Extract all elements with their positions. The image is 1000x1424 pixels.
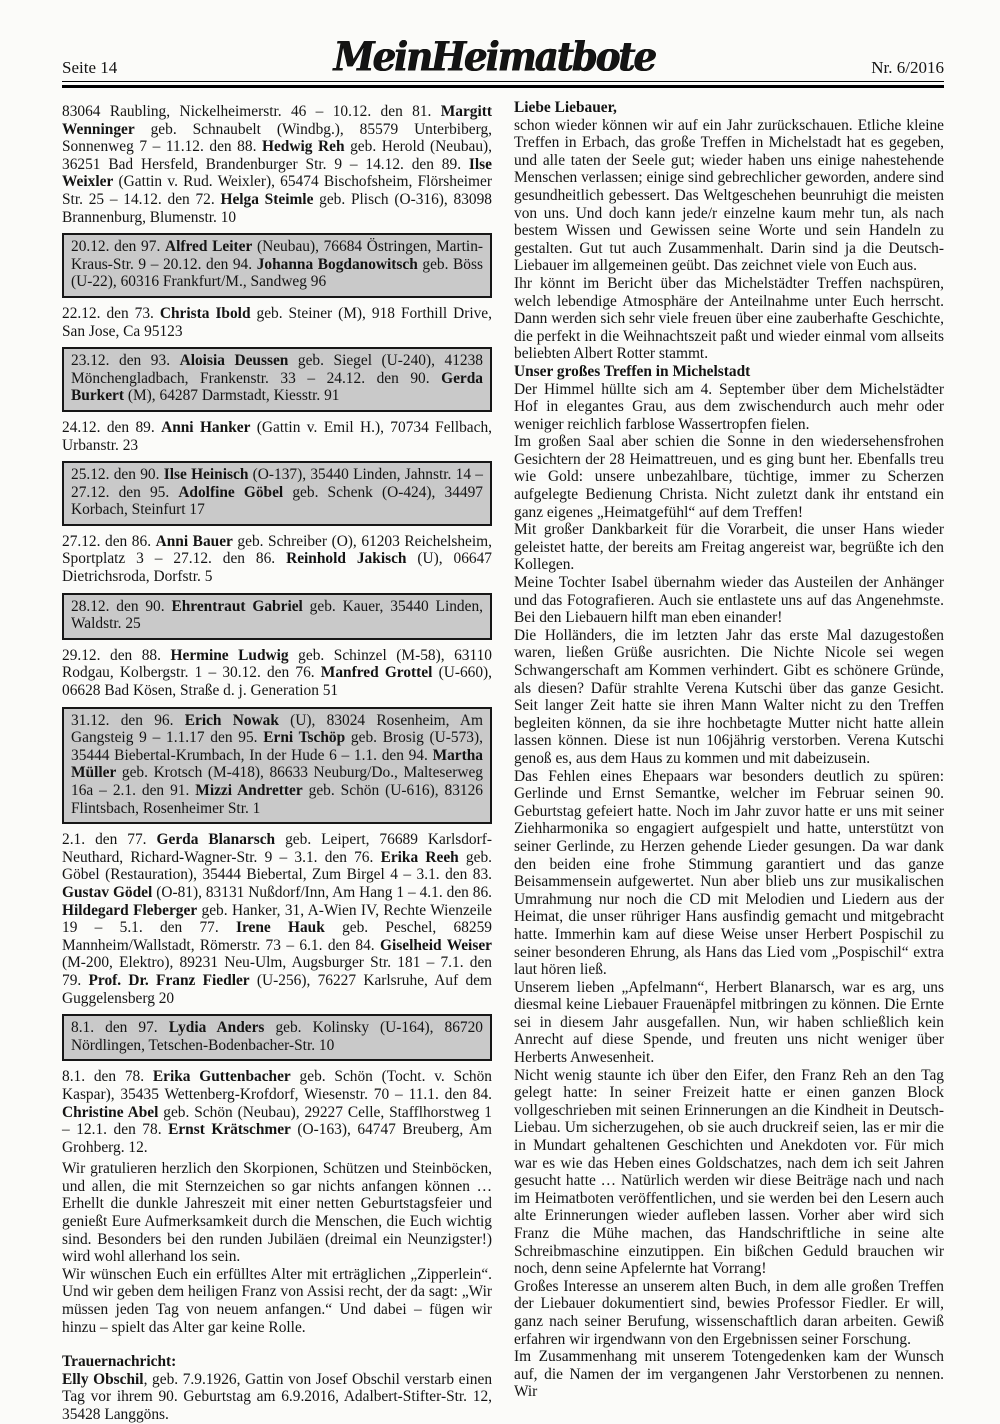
birthday-highlight-box: 8.1. den 97. Lydia Anders geb. Kolinsky (U-164), 86720 Nördlingen, Tetschen-Bodenbacher-Str. 10 <box>62 1014 492 1061</box>
masthead-logo: MeinHeimatbote <box>333 32 655 81</box>
body-paragraph: Im großen Saal aber schien die Sonne in den wiedersehensfrohen Gesichtern der 28 Heimattreuen, und es ging bunt her. Ebenfalls treu wie Gold: unsere unbezahlbare, tüchtige, immer zu Scherzen aufgelegte Bedienung Christa. Nicht zuletzt dank ihr entstand ein ganz eigenes „Heimatgefühl“ auf dem Treffen! <box>514 433 944 521</box>
birthday-entry: 27.12. den 86. Anni Bauer geb. Schreiber (O), 61203 Reichelsheim, Sportplatz 3 – 27.12. den 86. Reinhold Jakisch (U), 06647 Dietrichsroda, Dorfstr. 5 <box>62 532 493 586</box>
birthday-entry: 24.12. den 89. Anni Hanker (Gattin v. Emil H.), 70734 Fellbach, Urbanstr. 23 <box>62 418 493 454</box>
header-rule-thin <box>62 81 944 82</box>
birthday-entry: 22.12. den 73. Christa Ibold geb. Steiner (M), 918 Forthill Drive, San Jose, Ca 95123 <box>62 304 492 340</box>
paragraph-spacer <box>62 1336 492 1353</box>
body-paragraph: Das Fehlen eines Ehepaars war besonders deutlich zu spüren: Gerlinde und Ernst Semantke, welcher im Februar seinen 90. Geburtstag gefeiert hatte. Noch im Jahr zuvor hatte er uns mit seiner Ziehharmonika so engagiert aufgespielt und hatte, unterstützt von seiner Gerlinde, zu Herzen gehende Lieder gesungen. Da war dank den beiden eine frohe Stimmung garantiert und das ganze Beisammensein aufgewertet. Nun aber blieb uns zur musikalischen Umrahmung nur noch die CD mit Melodien und Liedern aus der Heimat, die unser rühriger Hans ausfindig gemacht und mitgebracht hatte. Immerhin kam auf diese Weise unser Herbert Pospischil zu seiner besonderen Ehrung, als Hans das Lied vom „Pospischil“ extra laut hören ließ. <box>514 767 944 979</box>
body-paragraph: schon wieder können wir auf ein Jahr zurückschauen. Etliche kleine Treffen in Erbach, das große Treffen in Michelstadt hat es gegeben, und alle taten der Seele gut; wieder haben uns einige nahestehende Menschen verlassen; einige sind gebrechlicher geworden, andere sind gesundheitlich gebessert. Das Weltgeschehen beunruhigt die meisten von uns. Und doch kann jede/r einzelne kaum mehr tun, als nach bestem Wissen und Gewissen seine Worte und sein Handeln zu gestalten. Gut tut auch Zusammenhalt. Darin sind ja die Deutsch-Liebauer im allgemeinen geübt. Das zeichnet viele von Euch aus. <box>514 116 944 275</box>
body-paragraph: Die Holländers, die im letzten Jahr das erste Mal dazugestoßen waren, ließen Grüße ausrichten. Die Nichte Nicole sei wegen Schwangerschaft am Kommen verhindert. Gibt es schönere Gründe, als diesen? Dafür strahlte Verena Kutschi über das ganze Gesicht. Seit langer Zeit hatte sie ihren Mann Walter nicht zu den Treffen begleiten können, da sie ihre hochbetagte Mutter nicht hatte allein lassen können. Diese ist nun 106jährig verstorben. Verena Kutschi genoß es, aus dem Haus zu kommen und mit dabeizusein. <box>514 626 944 767</box>
body-paragraph: Großes Interesse an unserem alten Buch, in dem alle großen Treffen der Liebauer dokumentiert sind, bewies Professor Fiedler. Er will, ganz nach seiner Berufung, wissenschaftlich daran arbeiten. Gewiß erfahren wir irgendwann von den Ergebnissen seiner Forschung. <box>514 1277 944 1348</box>
section-heading: Trauernachricht: <box>62 1353 177 1371</box>
birthday-highlight-box: 20.12. den 97. Alfred Leiter (Neubau), 76684 Östringen, Martin-Kraus-Str. 9 – 20.12. den 94. Johanna Bogdanowitsch geb. Böss (U-22), 60316 Frankfurt/M., Sandweg 96 <box>62 233 492 298</box>
birthday-highlight-box: 31.12. den 96. Erich Nowak (U), 83024 Rosenheim, Am Gangsteig 9 – 1.1.17 den 95. Erni Tschöp geb. Brosig (U-573), 35444 Biebertal-Krumbach, In der Hude 6 – 1.1. den 94. Martha Müller geb. Krotsch (M-418), 86633 Neuburg/Do., Malteserweg 16a – 2.1. den 91. Mizzi Andretter geb. Schön (U-616), 83126 Flintsbach, Rosenheimer Str. 1 <box>62 707 492 825</box>
birthday-entry: 83064 Raubling, Nickelheimerstr. 46 – 10.12. den 81. Margitt Wenninger geb. Schnaubelt (Windbg.), 85579 Unterbiberg, Sonnenweg 7 – 11.12. den 88. Hedwig Reh geb. Herold (Neubau), 36251 Bad Hersfeld, Brandenburger Str. 9 – 14.12. den 89. Ilse Weixler (Gattin v. Rud. Weixler), 65474 Bischofsheim, Flörsheimer Str. 25 – 14.12. den 72. Helga Steimle geb. Plisch (O-316), 83098 Brannenburg, Blumenstr. 10 <box>62 103 493 226</box>
body-paragraph: Nicht wenig staunte ich über den Eifer, den Franz Reh an den Tag gelegt hatte: In seiner Freizeit hatte er einen ganzen Block vollgeschrieben mit seinen Erinnerungen an die Kindheit in Deutsch-Liebau. Um sicherzugehen, ob sie auch druckreif seien, las er mir die in Mundart gehaltenen Geschichten und Anekdoten vor. Für mich war es wie das Heben eines Goldschatzes, nach dem ich seit Jahren gesucht hatte … Natürlich werden wir diese Beiträge nach und nach im Heimatboten veröffentlichen, und sie werden bei den Lesern auch alte Erinnerungen wieder aufleben lassen. Vorher aber wird sich Franz die Mühe machen, das Handschriftliche in seine alte Schreibmaschine einzutippen. Ein bißchen Geduld brauchen wir noch, denn seine Apfelernte hat Vorrang! <box>514 1066 944 1278</box>
right-column <box>514 99 944 1424</box>
body-paragraph: Elly Obschil, geb. 7.9.1926, Gattin von Josef Obschil verstarb einen Tag vor ihrem 90. Geburtstag am 6.9.2016, Adalbert-Stifter-Str. 12, 35428 Langgöns. <box>62 1370 493 1423</box>
birthday-entry: 8.1. den 78. Erika Guttenbacher geb. Schön (Tocht. v. Schön Kaspar), 35435 Wettenberg-Krofdorf, Wiesenstr. 70 – 11.1. den 84. Christine Abel geb. Schön (Neubau), 29227 Celle, Stafflhorstweg 1 – 12.1. den 78. Ernst Krätschmer (O-163), 64747 Breuberg, Am Grohberg. 12. <box>62 1068 492 1156</box>
birthday-highlight-box: 25.12. den 90. Ilse Heinisch (O-137), 35440 Linden, Jahnstr. 14 – 27.12. den 95. Adolfine Göbel geb. Schenk (O-424), 34497 Korbach, Steinfurt 17 <box>62 461 492 526</box>
body-paragraph: Wir gratulieren herzlich den Skorpionen, Schützen und Steinböcken, und allen, die mit Sternzeichen so gar nichts anfangen können … Erhellt die dunkle Jahreszeit mit einer netten Geburtstagsfeier und genießt Eure Aufmerksamkeit durch die Menschen, die Euch wichtig sind. Besonders bei den runden Jubiläen (dreimal ein Neunzigster!) wird wohl allerhand los sein. <box>62 1160 492 1266</box>
article-columns <box>62 99 944 1424</box>
section-heading: Unser großes Treffen in Michelstadt <box>514 362 751 380</box>
body-paragraph: Meine Tochter Isabel übernahm wieder das Austeilen der Anhänger und das Fotografieren. Auch sie entlastete uns auf das Angenehmste. Bei den Liebauern hilft man eben einander! <box>514 574 944 627</box>
section-heading: Liebe Liebauer, <box>514 99 617 116</box>
birthday-entry: 2.1. den 77. Gerda Blanarsch geb. Leipert, 76689 Karlsdorf-Neuthard, Richard-Wagner-Str. 9 – 3.1. den 76. Erika Reeh geb. Göbel (Restauration), 35444 Biebertal, Zum Birgel 4 – 3.1. den 83. Gustav Gödel (O-81), 83131 Nußdorf/Inn, Am Hang 1 – 4.1. den 86. Hildegard Fleberger geb. Hanker, 31, A-Wien IV, Rechte Wienzeile 19 – 5.1. den 77. Irene Hauk geb. Peschel, 68259 Mannheim/Wallstadt, Römerstr. 73 – 6.1. den 84. Giselheid Weiser (M-200, Elektro), 89231 Neu-Ulm, Augsburger Str. 181 – 7.1. den 79. Prof. Dr. Franz Fiedler (U-256), 76227 Karlsruhe, Auf dem Guggelensberg 20 <box>62 831 493 1007</box>
body-paragraph: Wir wünschen Euch ein erfülltes Alter mit erträglichen „Zipperlein“. Und wir geben dem heiligen Franz von Assisi recht, der da sagt: „Wir müssen jeden Tag von neuem anfangen.“ Und dabei – fügen wir hinzu – spielt das Alter gar keine Rolle. <box>62 1265 492 1336</box>
page-header <box>62 32 944 81</box>
header-rule-thick <box>62 85 944 88</box>
birthday-highlight-box: 23.12. den 93. Aloisia Deussen geb. Siegel (U-240), 41238 Mönchengladbach, Frankenstr. 33 – 24.12. den 90. Gerda Burkert (M), 64287 Darmstadt, Kiesstr. 91 <box>62 347 492 412</box>
body-paragraph: Mit großer Dankbarkeit für die Vorarbeit, die unser Hans wieder geleistet hatte, der bereits am Freitag angereist war, begrüßte ich den Kollegen. <box>514 521 944 574</box>
body-paragraph: Der Himmel hüllte sich am 4. September über dem Michelstädter Hof in elegantes Grau, aus dem zwischendurch auch mehr oder weniger reichlich farblose Wassertropfen fielen. <box>514 380 944 433</box>
birthday-entry: 29.12. den 88. Hermine Ludwig geb. Schinzel (M-58), 63110 Rodgau, Kolbergstr. 1 – 30.12. den 76. Manfred Grottel (U-660), 06628 Bad Kösen, Straße d. j. Generation 51 <box>62 646 493 700</box>
body-paragraph: Im Zusammenhang mit unserem Totengedenken kam der Wunsch auf, die Namen der im vergangenen Jahr Verstorbenen zu nennen. Wir <box>514 1348 944 1401</box>
issue-number-label: Nr. 6/2016 <box>871 58 944 77</box>
page-number-label: Seite 14 <box>62 58 118 77</box>
body-paragraph: Unserem lieben „Apfelmann“, Herbert Blanarsch, war es arg, uns diesmal keine Liebauer Frauenäpfel mitbringen zu können. Die Ernte sei in diesem Jahr ausgefallen. Nun, wir haben schließlich kein Anrecht auf diese Spende, und freuten uns nicht weniger über Herberts Anwesenheit. <box>514 978 944 1067</box>
birthday-highlight-box: 28.12. den 90. Ehrentraut Gabriel geb. Kauer, 35440 Linden, Waldstr. 25 <box>62 593 492 640</box>
body-paragraph: Ihr könnt im Bericht über das Michelstädter Treffen nachspüren, welch lebendige Atmosphäre der Anteilnahme unter Euch herrscht. Dann werden sich sehr viele freuen über eine zauberhafte Geschichte, die perfekt in die Weihnachtszeit paßt und wieder einmal vom allseits beliebten Albert Rotter stammt. <box>514 274 944 363</box>
left-column <box>62 99 492 1424</box>
